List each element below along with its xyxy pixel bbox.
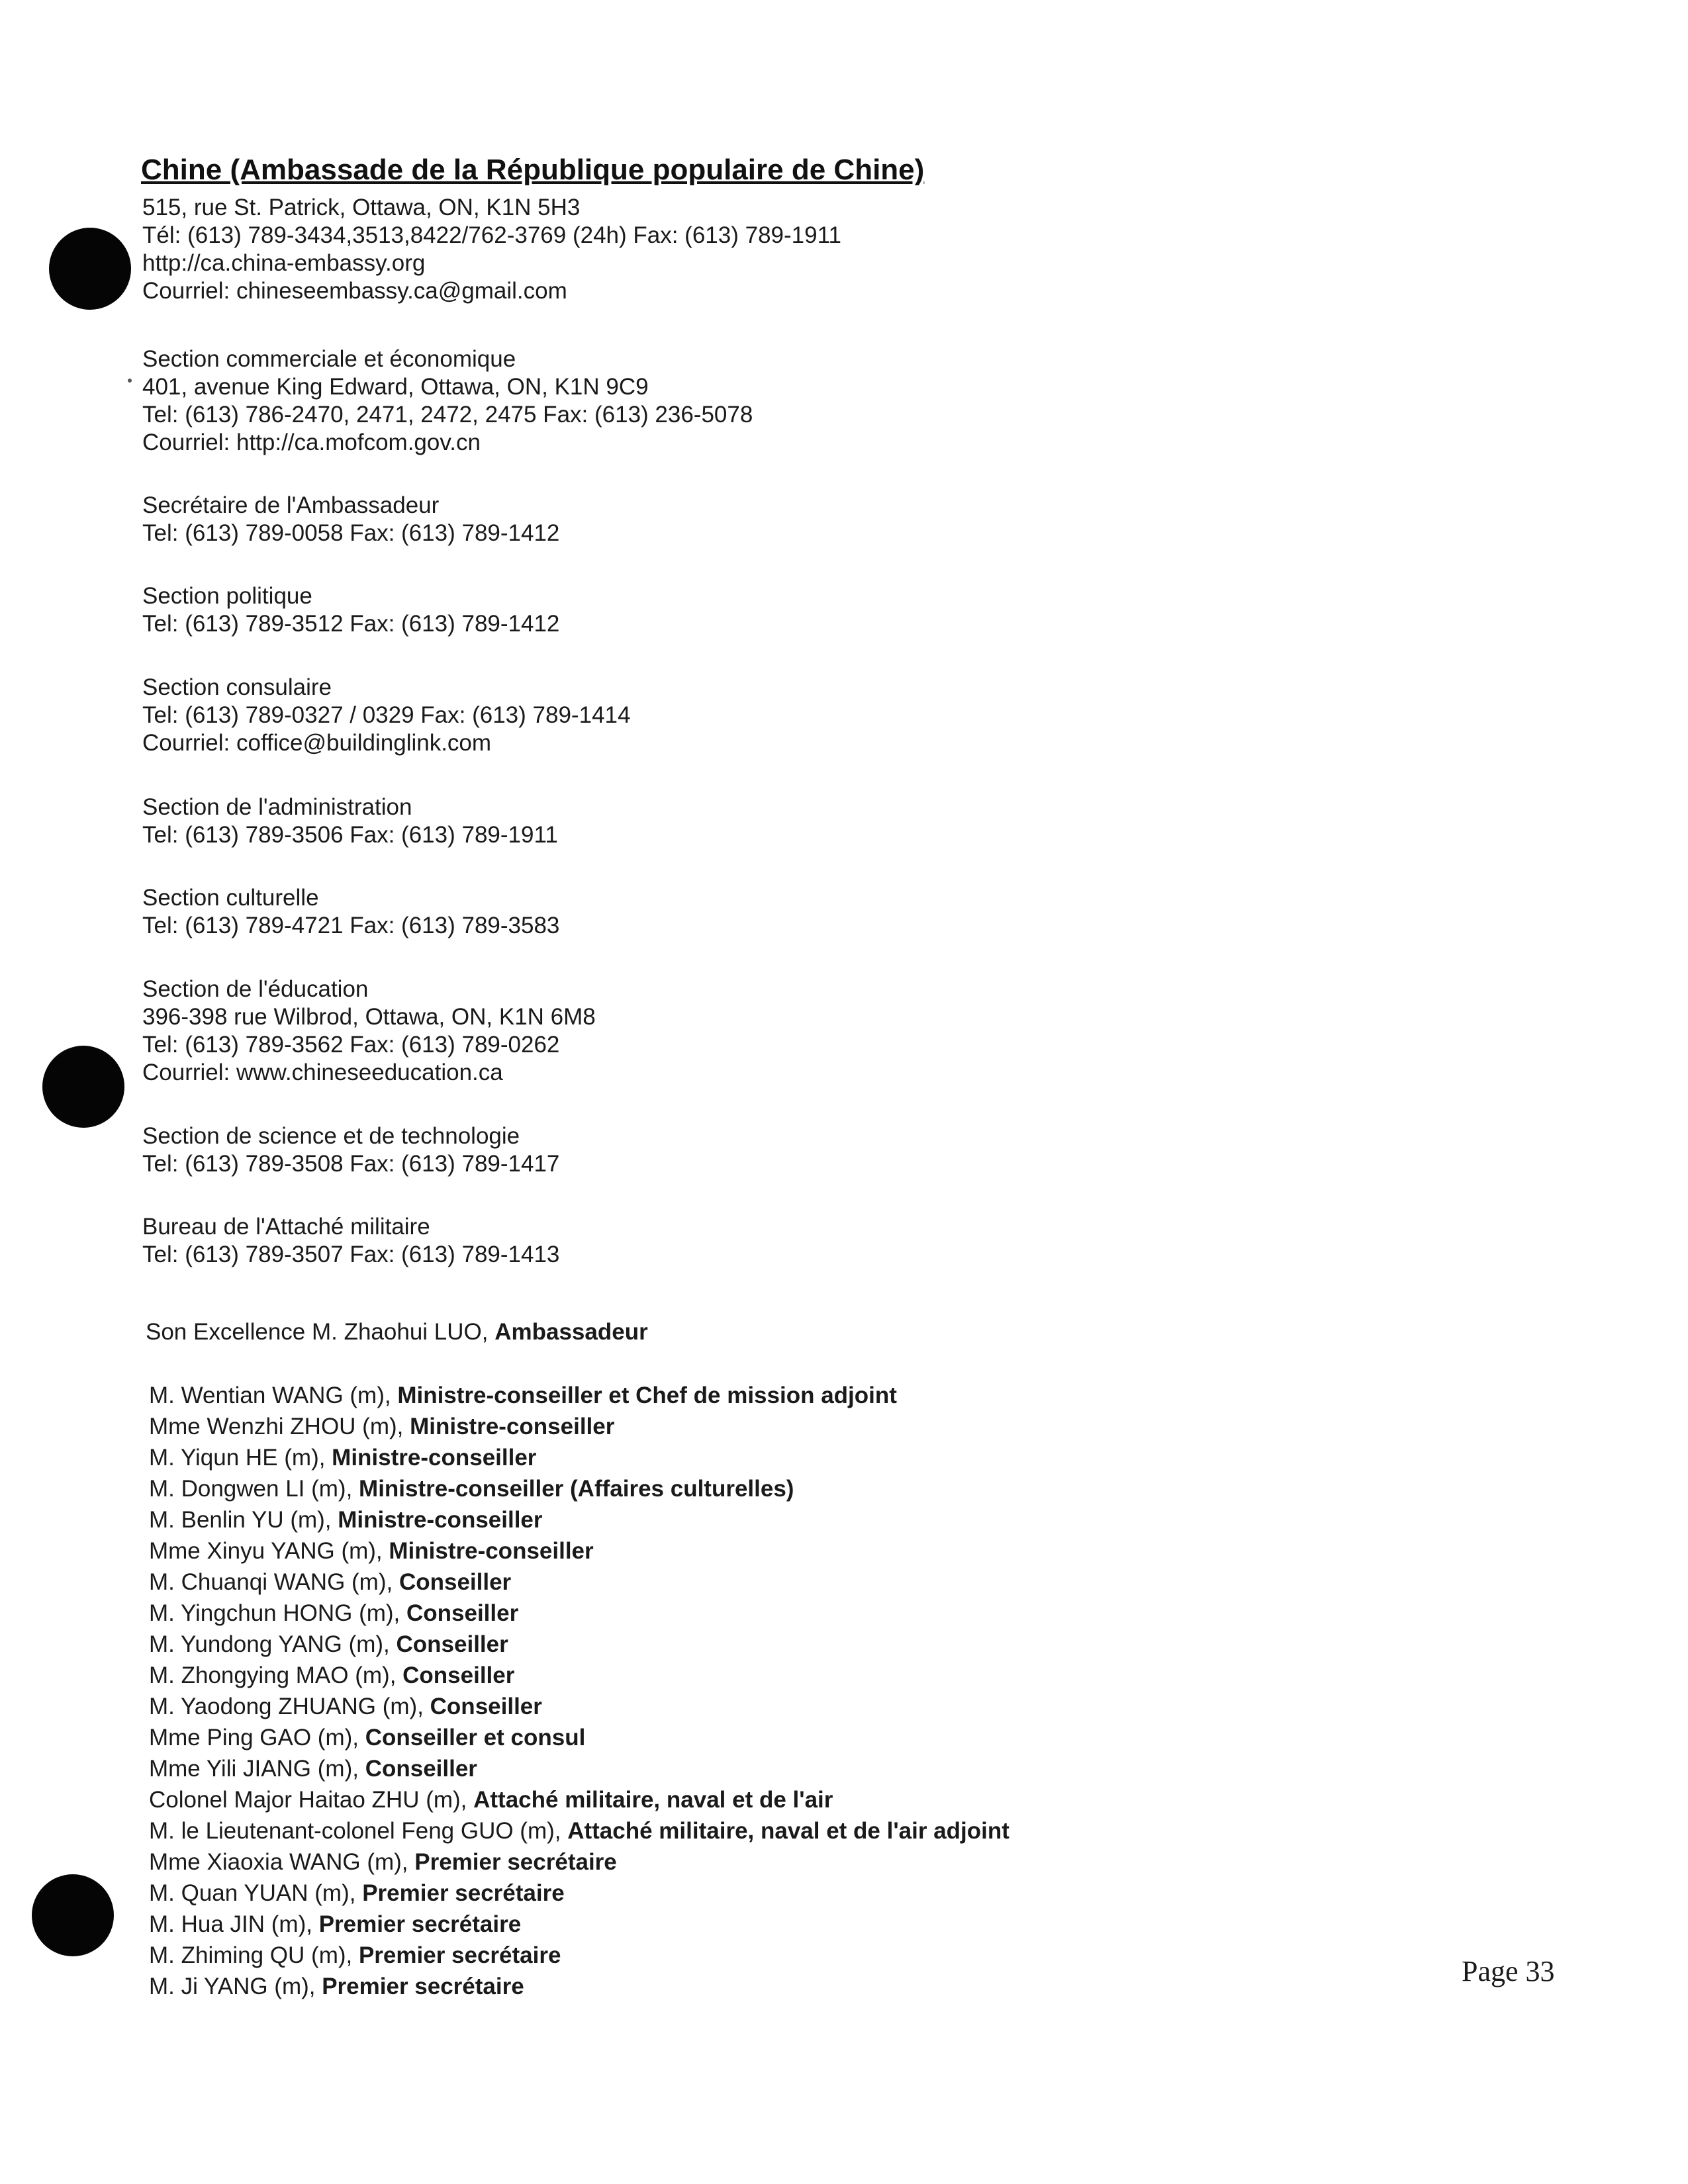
staff-entry xyxy=(149,1846,1009,1878)
staff-name: M. Chuanqi WANG (m), xyxy=(149,1569,399,1595)
staff-entry xyxy=(149,1971,1009,2002)
section-consular xyxy=(142,674,630,757)
staff-name: M. Zhongying MAO (m), xyxy=(149,1662,403,1688)
staff-name: Mme Xiaoxia WANG (m), xyxy=(149,1849,415,1875)
address-block xyxy=(142,194,841,305)
section-title: Section consulaire xyxy=(142,674,332,700)
section-title: Bureau de l'Attaché militaire xyxy=(142,1214,430,1240)
section-military-attache xyxy=(142,1213,559,1269)
staff-title: Ministre-conseiller xyxy=(338,1507,543,1533)
section-ambassador-secretary xyxy=(142,492,559,547)
section-phone: Tel: (613) 789-3508 Fax: (613) 789-1417 xyxy=(142,1151,560,1177)
ambassador-name: Son Excellence M. Zhaohui LUO, xyxy=(146,1319,495,1345)
staff-title: Conseiller xyxy=(406,1600,519,1626)
staff-name: M. Quan YUAN (m), xyxy=(149,1880,363,1906)
staff-title: Ministre-conseiller xyxy=(410,1414,615,1439)
section-phone: Tel: (613) 789-4721 Fax: (613) 789-3583 xyxy=(142,913,560,938)
section-title: Secrétaire de l'Ambassadeur xyxy=(142,492,440,518)
staff-name: M. Zhiming QU (m), xyxy=(149,1942,359,1968)
section-email: Courriel: www.chineseeducation.ca xyxy=(142,1060,503,1085)
section-administration xyxy=(142,794,558,849)
section-phone: Tel: (613) 786-2470, 2471, 2472, 2475 Fax: (613) 236-5078 xyxy=(142,402,753,428)
staff-entry xyxy=(149,1878,1009,1909)
section-title: Section commerciale et économique xyxy=(142,346,516,372)
staff-title: Premier secrétaire xyxy=(362,1880,565,1906)
staff-title: Conseiller xyxy=(430,1694,542,1719)
staff-name: M. Ji YANG (m), xyxy=(149,1974,322,1999)
staff-name: M. Yaodong ZHUANG (m), xyxy=(149,1694,430,1719)
website-link[interactable]: http://ca.china-embassy.org xyxy=(142,250,426,276)
staff-entry xyxy=(149,1380,1009,1411)
ambassador-entry xyxy=(146,1319,648,1345)
staff-name: Mme Ping GAO (m), xyxy=(149,1725,365,1751)
section-phone: Tel: (613) 789-3562 Fax: (613) 789-0262 xyxy=(142,1032,560,1058)
staff-entry xyxy=(149,1909,1009,1940)
phone-line: Tél: (613) 789-3434,3513,8422/762-3769 (24h) Fax: (613) 789-1911 xyxy=(142,222,841,248)
section-education xyxy=(142,976,596,1087)
staff-entry xyxy=(149,1473,1009,1504)
staff-entry xyxy=(149,1940,1009,1971)
staff-name: Colonel Major Haitao ZHU (m), xyxy=(149,1787,474,1813)
staff-title: Premier secrétaire xyxy=(322,1974,524,1999)
section-email: Courriel: coffice@buildinglink.com xyxy=(142,730,492,756)
email-line: Courriel: chineseembassy.ca@gmail.com xyxy=(142,278,567,304)
staff-title: Premier secrétaire xyxy=(318,1911,522,1937)
staff-name: M. le Lieutenant-colonel Feng GUO (m), xyxy=(149,1818,568,1844)
staff-entry xyxy=(149,1567,1009,1598)
section-title: Section politique xyxy=(142,583,312,609)
staff-entry xyxy=(149,1784,1009,1815)
staff-entry xyxy=(149,1598,1009,1629)
punch-hole-top xyxy=(49,228,131,310)
staff-list xyxy=(149,1380,1009,2002)
staff-name: Mme Wenzhi ZHOU (m), xyxy=(149,1414,410,1439)
page-heading: Chine (Ambassade de la République populaire de Chine) xyxy=(141,154,925,186)
staff-title: Conseiller xyxy=(396,1631,508,1657)
staff-name: M. Yingchun HONG (m), xyxy=(149,1600,406,1626)
scan-speck xyxy=(128,379,132,383)
staff-entry xyxy=(149,1691,1009,1722)
section-title: Section de l'administration xyxy=(142,794,412,820)
staff-title: Ministre-conseiller xyxy=(389,1538,594,1564)
staff-title: Ministre-conseiller (Affaires culturelles) xyxy=(359,1476,794,1502)
staff-name: Mme Xinyu YANG (m), xyxy=(149,1538,389,1564)
ambassador-title: Ambassadeur xyxy=(494,1319,648,1345)
section-science-technology xyxy=(142,1122,559,1178)
section-email: Courriel: http://ca.mofcom.gov.cn xyxy=(142,430,481,455)
section-commercial xyxy=(142,345,753,457)
staff-title: Premier secrétaire xyxy=(414,1849,617,1875)
section-phone: Tel: (613) 789-0327 / 0329 Fax: (613) 789-1414 xyxy=(142,702,631,728)
punch-hole-middle xyxy=(42,1046,124,1128)
staff-entry xyxy=(149,1722,1009,1753)
section-political xyxy=(142,582,559,638)
staff-title: Ministre-conseiller et Chef de mission adjoint xyxy=(397,1383,897,1408)
staff-title: Attaché militaire, naval et de l'air adjoint xyxy=(567,1818,1009,1844)
staff-title: Conseiller xyxy=(402,1662,515,1688)
staff-entry xyxy=(149,1629,1009,1660)
staff-title: Conseiller xyxy=(365,1756,477,1782)
section-cultural xyxy=(142,884,559,940)
section-phone: Tel: (613) 789-3512 Fax: (613) 789-1412 xyxy=(142,611,560,637)
staff-entry xyxy=(149,1815,1009,1846)
staff-name: M. Yiqun HE (m), xyxy=(149,1445,332,1471)
staff-title: Attaché militaire, naval et de l'air xyxy=(473,1787,833,1813)
punch-hole-bottom xyxy=(32,1874,114,1956)
staff-title: Ministre-conseiller xyxy=(332,1445,537,1471)
section-phone: Tel: (613) 789-0058 Fax: (613) 789-1412 xyxy=(142,520,560,546)
staff-entry xyxy=(149,1442,1009,1473)
staff-name: M. Hua JIN (m), xyxy=(149,1911,319,1937)
section-address: 396-398 rue Wilbrod, Ottawa, ON, K1N 6M8 xyxy=(142,1004,596,1030)
section-title: Section de science et de technologie xyxy=(142,1123,520,1149)
section-phone: Tel: (613) 789-3507 Fax: (613) 789-1413 xyxy=(142,1242,560,1267)
section-address: 401, avenue King Edward, Ottawa, ON, K1N 9C9 xyxy=(142,374,649,400)
staff-name: M. Dongwen LI (m), xyxy=(149,1476,359,1502)
staff-entry xyxy=(149,1660,1009,1691)
staff-name: Mme Yili JIANG (m), xyxy=(149,1756,365,1782)
staff-name: M. Wentian WANG (m), xyxy=(149,1383,398,1408)
staff-entry xyxy=(149,1504,1009,1535)
staff-title: Conseiller et consul xyxy=(365,1725,586,1751)
address-line: 515, rue St. Patrick, Ottawa, ON, K1N 5H3 xyxy=(142,195,581,220)
staff-name: M. Yundong YANG (m), xyxy=(149,1631,397,1657)
section-phone: Tel: (613) 789-3506 Fax: (613) 789-1911 xyxy=(142,822,558,848)
staff-entry xyxy=(149,1411,1009,1442)
section-title: Section de l'éducation xyxy=(142,976,369,1002)
staff-entry xyxy=(149,1535,1009,1567)
section-title: Section culturelle xyxy=(142,885,319,911)
page-number: Page 33 xyxy=(1462,1955,1555,1987)
staff-name: M. Benlin YU (m), xyxy=(149,1507,338,1533)
staff-title: Conseiller xyxy=(399,1569,512,1595)
staff-title: Premier secrétaire xyxy=(358,1942,561,1968)
staff-entry xyxy=(149,1753,1009,1784)
